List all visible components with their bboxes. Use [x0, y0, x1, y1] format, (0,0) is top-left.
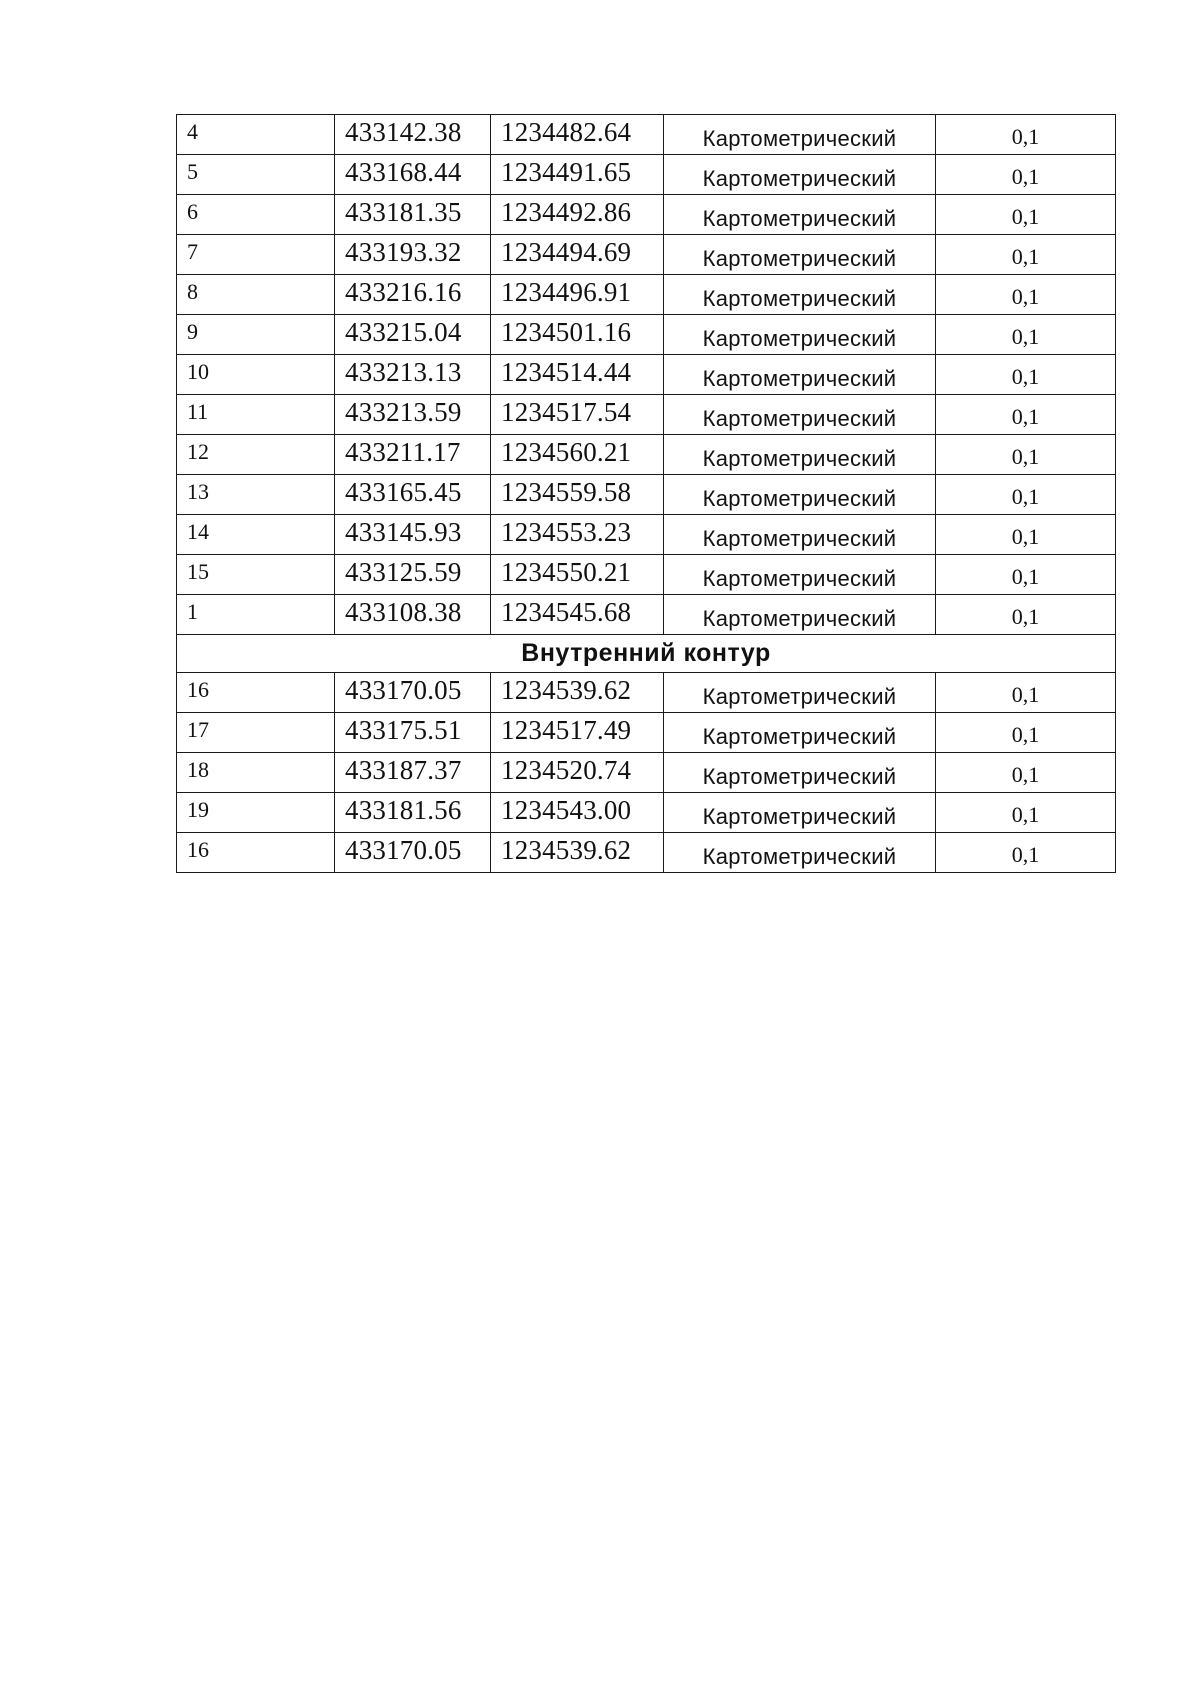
coordinate-y: 1234559.58 — [491, 475, 664, 515]
point-number: 18 — [177, 753, 335, 793]
point-number: 19 — [177, 793, 335, 833]
table-row — [177, 195, 1116, 235]
coordinate-y: 1234501.16 — [491, 315, 664, 355]
coordinate-x: 433213.13 — [335, 355, 491, 395]
table-row — [177, 115, 1116, 155]
point-number: 13 — [177, 475, 335, 515]
accuracy: 0,1 — [936, 793, 1116, 833]
point-number: 15 — [177, 555, 335, 595]
method: Картометрический — [664, 275, 936, 315]
accuracy: 0,1 — [936, 515, 1116, 555]
accuracy: 0,1 — [936, 235, 1116, 275]
coordinate-x: 433211.17 — [335, 435, 491, 475]
accuracy: 0,1 — [936, 315, 1116, 355]
method: Картометрический — [664, 713, 936, 753]
point-number: 17 — [177, 713, 335, 753]
coordinate-x: 433213.59 — [335, 395, 491, 435]
point-number: 9 — [177, 315, 335, 355]
point-number: 10 — [177, 355, 335, 395]
table-row — [177, 515, 1116, 555]
table-row — [177, 793, 1116, 833]
accuracy: 0,1 — [936, 435, 1116, 475]
method: Картометрический — [664, 155, 936, 195]
table-row — [177, 395, 1116, 435]
method: Картометрический — [664, 195, 936, 235]
table-row — [177, 555, 1116, 595]
point-number: 6 — [177, 195, 335, 235]
coordinate-x: 433187.37 — [335, 753, 491, 793]
table-row — [177, 235, 1116, 275]
coordinate-x: 433181.35 — [335, 195, 491, 235]
point-number: 16 — [177, 833, 335, 873]
table-row — [177, 435, 1116, 475]
coordinate-y: 1234553.23 — [491, 515, 664, 555]
accuracy: 0,1 — [936, 673, 1116, 713]
table-row — [177, 673, 1116, 713]
table-row — [177, 753, 1116, 793]
accuracy: 0,1 — [936, 355, 1116, 395]
table-row — [177, 355, 1116, 395]
coordinate-y: 1234539.62 — [491, 673, 664, 713]
table-row — [177, 315, 1116, 355]
coordinate-y: 1234545.68 — [491, 595, 664, 635]
coordinate-y: 1234560.21 — [491, 435, 664, 475]
method: Картометрический — [664, 595, 936, 635]
inner-contour-title: Внутренний контур — [177, 635, 1116, 673]
method: Картометрический — [664, 115, 936, 155]
accuracy: 0,1 — [936, 155, 1116, 195]
point-number: 4 — [177, 115, 335, 155]
coordinate-x: 433145.93 — [335, 515, 491, 555]
coordinate-x: 433216.16 — [335, 275, 491, 315]
point-number: 8 — [177, 275, 335, 315]
coordinate-x: 433215.04 — [335, 315, 491, 355]
method: Картометрический — [664, 515, 936, 555]
coordinate-y: 1234492.86 — [491, 195, 664, 235]
coordinate-x: 433175.51 — [335, 713, 491, 753]
accuracy: 0,1 — [936, 275, 1116, 315]
table-row — [177, 713, 1116, 753]
accuracy: 0,1 — [936, 115, 1116, 155]
table-row — [177, 595, 1116, 635]
method: Картометрический — [664, 555, 936, 595]
accuracy: 0,1 — [936, 555, 1116, 595]
accuracy: 0,1 — [936, 475, 1116, 515]
coordinate-x: 433193.32 — [335, 235, 491, 275]
point-number: 16 — [177, 673, 335, 713]
method: Картометрический — [664, 475, 936, 515]
coordinate-x: 433108.38 — [335, 595, 491, 635]
method: Картометрический — [664, 673, 936, 713]
coordinate-x: 433170.05 — [335, 833, 491, 873]
coordinate-y: 1234496.91 — [491, 275, 664, 315]
coordinate-y: 1234514.44 — [491, 355, 664, 395]
table-row — [177, 155, 1116, 195]
table-row — [177, 275, 1116, 315]
coordinate-x: 433168.44 — [335, 155, 491, 195]
coordinate-y: 1234550.21 — [491, 555, 664, 595]
accuracy: 0,1 — [936, 753, 1116, 793]
inner-contour-section-header — [177, 635, 1116, 673]
coordinate-y: 1234539.62 — [491, 833, 664, 873]
coordinate-y: 1234491.65 — [491, 155, 664, 195]
coordinate-x: 433142.38 — [335, 115, 491, 155]
point-number: 7 — [177, 235, 335, 275]
coordinate-x: 433181.56 — [335, 793, 491, 833]
coordinate-y: 1234517.49 — [491, 713, 664, 753]
accuracy: 0,1 — [936, 195, 1116, 235]
table-row — [177, 475, 1116, 515]
method: Картометрический — [664, 833, 936, 873]
coordinate-y: 1234482.64 — [491, 115, 664, 155]
coordinate-y: 1234517.54 — [491, 395, 664, 435]
coordinate-y: 1234520.74 — [491, 753, 664, 793]
coordinate-y: 1234543.00 — [491, 793, 664, 833]
coordinate-x: 433125.59 — [335, 555, 491, 595]
coordinate-y: 1234494.69 — [491, 235, 664, 275]
method: Картометрический — [664, 355, 936, 395]
point-number: 5 — [177, 155, 335, 195]
method: Картометрический — [664, 435, 936, 475]
accuracy: 0,1 — [936, 713, 1116, 753]
coordinate-x: 433170.05 — [335, 673, 491, 713]
method: Картометрический — [664, 793, 936, 833]
point-number: 11 — [177, 395, 335, 435]
point-number: 14 — [177, 515, 335, 555]
method: Картометрический — [664, 315, 936, 355]
table-row — [177, 833, 1116, 873]
coordinate-x: 433165.45 — [335, 475, 491, 515]
coordinates-table — [176, 114, 1116, 873]
point-number: 12 — [177, 435, 335, 475]
point-number: 1 — [177, 595, 335, 635]
method: Картометрический — [664, 753, 936, 793]
method: Картометрический — [664, 235, 936, 275]
accuracy: 0,1 — [936, 595, 1116, 635]
accuracy: 0,1 — [936, 833, 1116, 873]
method: Картометрический — [664, 395, 936, 435]
accuracy: 0,1 — [936, 395, 1116, 435]
